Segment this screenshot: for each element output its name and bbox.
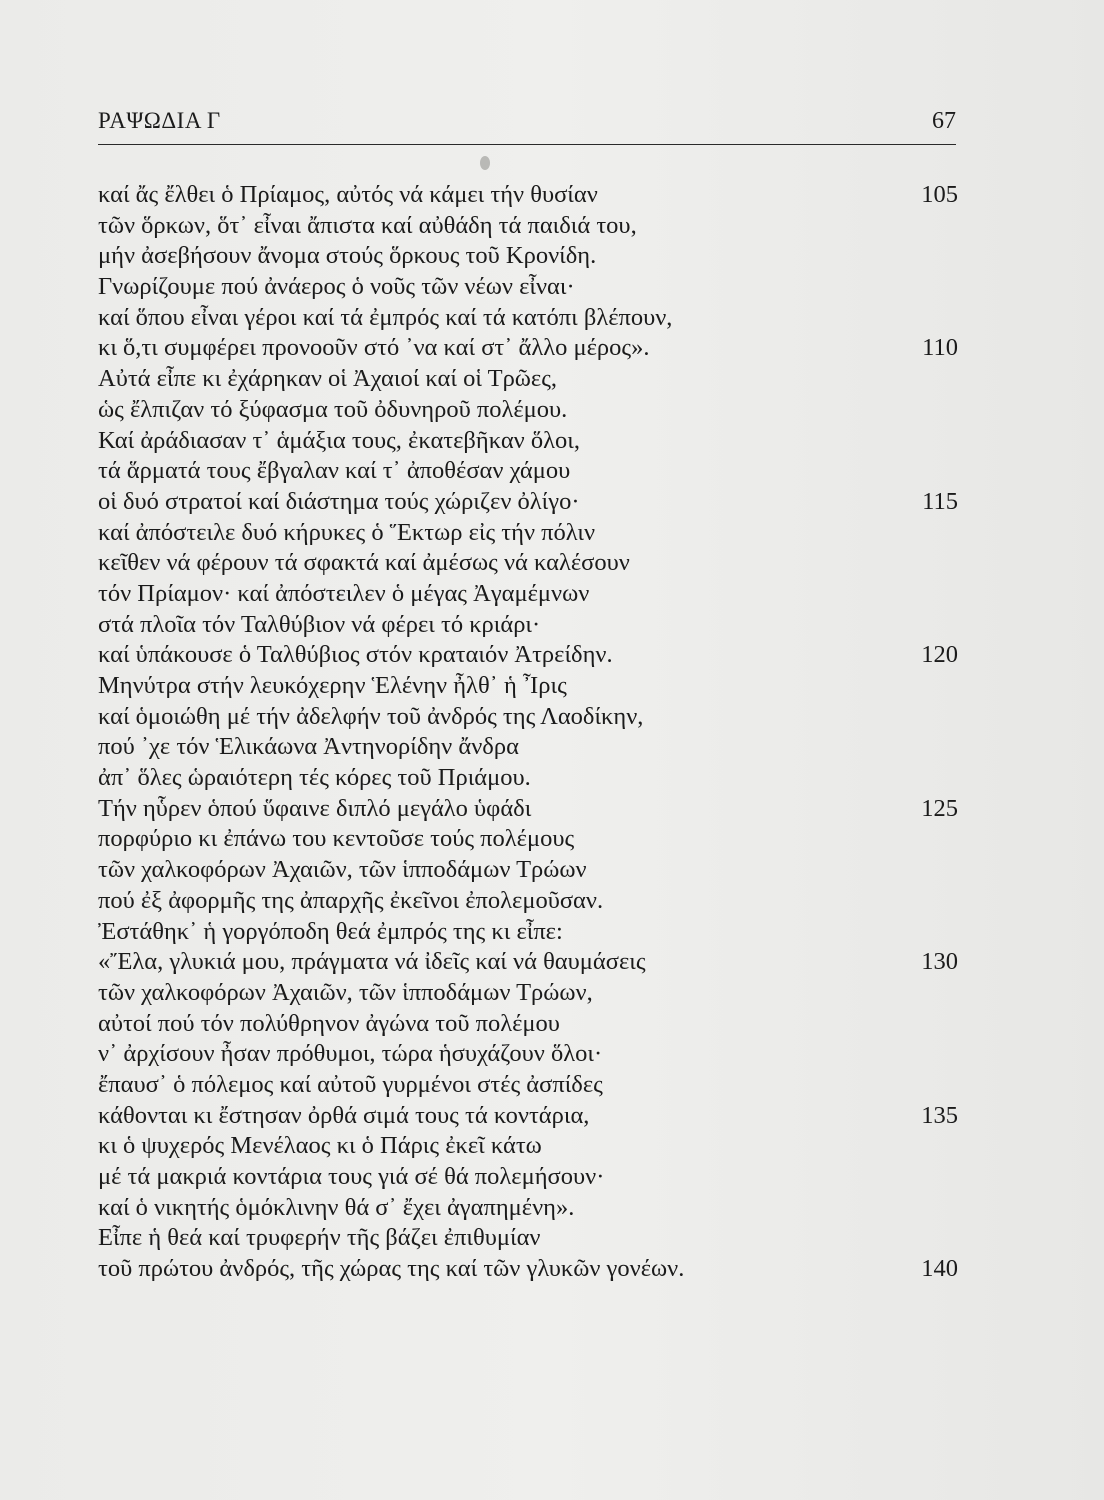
verse-text: κι ὁ ψυχερός Μενέλαος κι ὁ Πάρις ἐκεῖ κάτω — [98, 1132, 542, 1160]
verse-text: καί ἄς ἔλθει ὁ Πρίαμος, αὐτός νά κάμει τήν θυσίαν — [98, 181, 598, 208]
verse-number: 115 — [922, 487, 958, 515]
verse-line — [98, 640, 958, 671]
verse-text: πορφύριο κι ἐπάνω του κεντοῦσε τούς πολέμους — [98, 825, 575, 853]
verse-text: πού ἐξ ἀφορμῆς της ἀπαρχῆς ἐκεῖνοι ἐπολεμοῦσαν. — [98, 886, 604, 914]
verse-text: τῶν χαλκοφόρων Ἀχαιῶν, τῶν ἱπποδάμων Τρώων — [98, 856, 587, 884]
verse-text: ὡς ἔλπιζαν τό ξύφασμα τοῦ ὀδυνηροῦ πολέμου. — [98, 395, 568, 423]
verse-line — [98, 395, 958, 426]
verse-text: τῶν ὅρκων, ὅτ᾽ εἶναι ἄπιστα καί αὐθάδη τά παιδιά του, — [98, 211, 637, 239]
verse-text: Εἶπε ἡ θεά καί τρυφερήν τῆς βάζει ἐπιθυμίαν — [98, 1224, 541, 1252]
running-head: ΡΑΨΩΔΙΑ Γ — [98, 108, 221, 133]
verse-text: καί ἀπόστειλε δυό κήρυκες ὁ Ἕκτωρ εἰς τήν πόλιν — [98, 518, 596, 546]
verse-text: κεῖθεν νά φέρουν τά σφακτά καί ἀμέσως νά καλέσουν — [98, 549, 630, 577]
verse-text: οἱ δυό στρατοί καί διάστημα τούς χώριζεν ὀλίγο· — [98, 487, 580, 515]
verse-number: 125 — [921, 794, 958, 822]
verse-text: ἀπ᾽ ὅλες ὡραιότερη τές κόρες τοῦ Πριάμου. — [98, 764, 531, 792]
verse-line — [98, 886, 958, 917]
verse-line — [98, 1131, 958, 1162]
verse-text: στά πλοῖα τόν Ταλθύβιον νά φέρει τό κριάρι· — [98, 610, 541, 638]
verse-number: 120 — [921, 641, 958, 669]
verse-text: καί ὁμοιώθη μέ τήν ἀδελφήν τοῦ ἀνδρός της Λαοδίκην, — [98, 702, 644, 730]
verse-line — [98, 1039, 958, 1070]
verse-text: κι ὅ,τι συμφέρει προνοοῦν στό ᾽να καί στ᾽ ἄλλο μέρος». — [98, 334, 650, 362]
verse-line — [98, 1254, 958, 1285]
verse-line — [98, 671, 958, 702]
verse-text: τόν Πρίαμον· καί ἀπόστειλεν ὁ μέγας Ἀγαμέμνων — [98, 579, 590, 607]
verse-line — [98, 456, 958, 487]
verse-text: αὐτοί πού τόν πολύθρηνον ἀγώνα τοῦ πολέμου — [98, 1009, 560, 1037]
verse-text: καί ὁ νικητής ὁμόκλινην θά σ᾽ ἔχει ἀγαπημένη». — [98, 1193, 575, 1221]
verse-line — [98, 855, 958, 886]
verse-line — [98, 180, 958, 211]
verse-line — [98, 1162, 958, 1193]
verse-line — [98, 794, 958, 825]
verse-line — [98, 241, 958, 272]
verse-line — [98, 917, 958, 948]
verse-text: Ἐστάθηκ᾽ ἡ γοργόποδη θεά ἐμπρός της κι εἶπε: — [98, 917, 563, 945]
verse-line — [98, 211, 958, 242]
verse-line — [98, 1070, 958, 1101]
verse-text: Μηνύτρα στήν λευκόχερην Ἑλένην ἦλθ᾽ ἡ Ἶρις — [98, 672, 567, 699]
verse-number: 135 — [921, 1101, 958, 1129]
page-header — [98, 108, 956, 145]
verse-text: ἔπαυσ᾽ ὁ πόλεμος καί αὐτοῦ γυρμένοι στές ἀσπίδες — [98, 1070, 603, 1098]
verse-block — [98, 180, 958, 1285]
verse-line — [98, 978, 958, 1009]
verse-line — [98, 364, 958, 395]
verse-line — [98, 426, 958, 457]
verse-line — [98, 1223, 958, 1254]
verse-line — [98, 732, 958, 763]
verse-text: «Ἔλα, γλυκιά μου, πράγματα νά ἰδεῖς καί νά θαυμάσεις — [98, 948, 646, 976]
verse-text: Τήν ηὗρεν ὁπού ὕφαινε διπλό μεγάλο ὑφάδι — [98, 794, 532, 822]
verse-text: τά ἅρματά τους ἔβγαλαν καί τ᾽ ἀποθέσαν χάμου — [98, 457, 571, 485]
verse-number: 130 — [921, 948, 958, 976]
verse-text: πού ᾽χε τόν Ἑλικάωνα Ἀντηνορίδην ἄνδρα — [98, 733, 519, 761]
verse-text: τοῦ πρώτου ἀνδρός, τῆς χώρας της καί τῶν γλυκῶν γονέων. — [98, 1255, 685, 1283]
ink-blot — [480, 156, 490, 170]
verse-line — [98, 518, 958, 549]
verse-text: Καί ἀράδιασαν τ᾽ ἁμάξια τους, ἐκατεβῆκαν ὅλοι, — [98, 426, 580, 454]
verse-text: κάθονται κι ἔστησαν ὀρθά σιμά τους τά κοντάρια, — [98, 1101, 590, 1129]
verse-line — [98, 1009, 958, 1040]
verse-text: Αὐτά εἶπε κι ἐχάρηκαν οἱ Ἀχαιοί καί οἱ Τρῶες, — [98, 365, 558, 393]
verse-line — [98, 272, 958, 303]
verse-text: τῶν χαλκοφόρων Ἀχαιῶν, τῶν ἱπποδάμων Τρώων, — [98, 978, 593, 1006]
verse-line — [98, 610, 958, 641]
verse-line — [98, 333, 958, 364]
verse-text: μήν ἀσεβήσουν ἄνομα στούς ὅρκους τοῦ Κρονίδη. — [98, 242, 597, 270]
verse-number: 105 — [921, 181, 958, 208]
verse-text: μέ τά μακριά κοντάρια τους γιά σέ θά πολεμήσουν· — [98, 1163, 605, 1190]
verse-number: 140 — [921, 1255, 958, 1283]
verse-line — [98, 763, 958, 794]
verse-line — [98, 824, 958, 855]
verse-line — [98, 487, 958, 518]
verse-text: Γνωρίζουμε πού ἀνάερος ὁ νοῦς τῶν νέων εἶναι· — [98, 273, 575, 301]
verse-line — [98, 1101, 958, 1132]
verse-line — [98, 947, 958, 978]
verse-text: καί ὑπάκουσε ὁ Ταλθύβιος στόν κραταιόν Ἀτρείδην. — [98, 641, 613, 669]
verse-text: καί ὅπου εἶναι γέροι καί τά ἐμπρός καί τά κατόπι βλέπουν, — [98, 303, 673, 331]
verse-line — [98, 702, 958, 733]
verse-line — [98, 303, 958, 334]
verse-line — [98, 579, 958, 610]
page-number: 67 — [932, 108, 956, 134]
verse-line — [98, 548, 958, 579]
verse-number: 110 — [922, 334, 958, 362]
verse-text: ν᾽ ἀρχίσουν ἦσαν πρόθυμοι, τώρα ἡσυχάζουν ὅλοι· — [98, 1040, 603, 1068]
verse-line — [98, 1193, 958, 1224]
